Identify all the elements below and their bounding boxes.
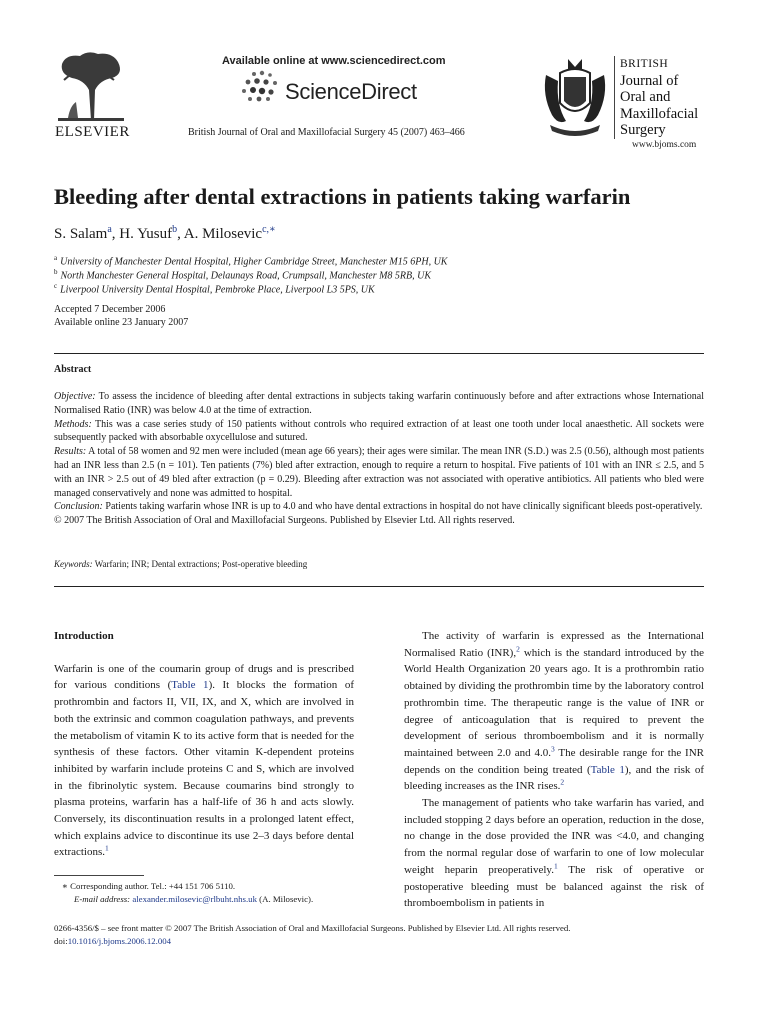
- reference-link[interactable]: 2: [516, 644, 520, 654]
- body-column-left: [54, 628, 354, 861]
- journal-website-link[interactable]: www.bjoms.com: [632, 140, 697, 150]
- corresponding-author-footnote: [54, 880, 364, 906]
- accepted-date: Accepted 7 December 2006: [54, 304, 166, 315]
- body-text: The activity of warfarin is expressed as the International Normalised Ratio (INR),: [404, 630, 704, 659]
- affiliation-mark: b: [54, 268, 58, 276]
- page-footer: [54, 922, 704, 948]
- article-title: Bleeding after dental extractions in patients taking warfarin: [54, 184, 631, 209]
- journal-line: Maxillofacial: [620, 105, 699, 122]
- abstract-text: Patients taking warfarin whose INR is up to 4.0 and who have dental extractions in hospital do not have clinically significant bleeds post-operatively.: [102, 501, 703, 513]
- author-name: H. Yusuf: [119, 226, 173, 242]
- author-separator: ,: [111, 226, 120, 242]
- body-text: ), and the risk of bleeding increases as the INR rises.: [404, 763, 704, 793]
- reference-link[interactable]: 3: [551, 744, 555, 754]
- author-affiliation-link[interactable]: b: [172, 224, 178, 235]
- email-label: E-mail address:: [74, 894, 131, 904]
- body-text: which is the standard introduced by the World Health Organization 20 years ago. It is a prothrombin ratio obtained by dividing the prothrombin time by the laboratory control prothrombin time. The therapeutic range is the value of INR or degree of anticoagulation that is required to prevent the development of serious thromboembolism and it is normally maintained between 2.0 and 4.0.: [404, 646, 704, 759]
- body-paragraph: [54, 661, 354, 861]
- journal-line: Journal of: [620, 72, 679, 89]
- body-paragraph: [404, 795, 704, 912]
- abstract-copyright: © 2007 The British Association of Oral and Maxillofacial Surgeons. Published by Elsevier Ltd. All rights reserved.: [54, 515, 515, 527]
- abstract-objective: [54, 390, 704, 418]
- affiliation-text: North Manchester General Hospital, Delaunays Road, Crumpsall, Manchester M8 5RB, UK: [60, 270, 432, 282]
- abstract-results: [54, 445, 704, 500]
- keywords-label: Keywords:: [54, 559, 93, 569]
- available-online-text: Available online at www.sciencedirect.com: [222, 55, 446, 67]
- divider: [54, 586, 704, 587]
- footnote-line: [54, 880, 364, 893]
- abstract-label: Conclusion:: [54, 501, 103, 513]
- journal-title-block: [614, 56, 698, 139]
- abstract-label: Methods:: [54, 418, 92, 430]
- body-text: ). It blocks the formation of prothrombin and factors II, VII, IX, and X, which are involved in both the extrinsic and common coagulation pathways, and prevents the metabolism of vitamin K to its active form that is needed for the synthesis of these factors. Other vitamin K-dependent proteins inhibited by warfarin include proteins C and S, which are involved in the fibrinolytic system. Because coumarins bind strongly to plasma proteins, warfarin has a half-life of 36 h and acts slowly. Conversely, its discontinuation results in a prolonged latent effect, which explains advice to discontinue its use 2–3 days before dental extractions.: [54, 679, 354, 859]
- journal-citation: British Journal of Oral and Maxillofacial Surgery 45 (2007) 463–466: [188, 127, 465, 138]
- footnote-line: [54, 893, 364, 906]
- email-owner: (A. Milosevic).: [256, 894, 314, 904]
- affiliation: [54, 282, 375, 295]
- affiliation: [54, 254, 447, 267]
- journal-line: BRITISH: [620, 58, 669, 70]
- body-text: The risk of operative or postoperative bleeding must be balanced against the risk of thromboembolism in patients in: [404, 863, 705, 910]
- table-1-link[interactable]: Table 1: [171, 679, 209, 692]
- table-1-link[interactable]: Table 1: [590, 763, 625, 776]
- footnote-text: Corresponding author. Tel.: +44 151 706 5110.: [67, 881, 236, 891]
- journal-crest-icon: [540, 55, 610, 137]
- reference-link[interactable]: 1: [553, 861, 558, 871]
- body-text: Warfarin is one of the coumarin group of drugs and is prescribed for various conditions (: [54, 662, 354, 692]
- abstract-text: This was a case series study of 150 patients without controls who required extraction of at least one tooth under local anaesthetic. All sockets were subsequently packed with absorbable oxycellulose and sutured.: [54, 418, 704, 444]
- abstract-label: Objective:: [54, 391, 96, 402]
- reference-link[interactable]: 1: [105, 843, 109, 853]
- journal-line: Oral and: [620, 89, 671, 105]
- keywords-list: Warfarin; INR; Dental extractions; Post-operative bleeding: [92, 559, 308, 569]
- author-name: A. Milosevic: [183, 226, 263, 242]
- affiliation-text: Liverpool University Dental Hospital, Pembroke Place, Liverpool L3 5PS, UK: [60, 284, 375, 296]
- abstract-label: Results:: [54, 446, 87, 458]
- doi-line: [54, 935, 704, 948]
- abstract-text: A total of 58 women and 92 men were included (mean age 66 years); their ages were similar. The mean INR (S.D.) was 2.5 (0.56), although most patients had an INR less than 2.5 (n = 101). Ten patients (7%) bled after extraction, enough to require a return to hospital. Five patients of 101 with an INR ≤ 2.5, and 5 with an INR > 2.5 out of 49 bled after extraction (p = 0.29). Bleeding after extraction was not associated with operative antibiotics. All patients who bled were managed conservatively and none was admitted to hospital.: [54, 446, 704, 499]
- author-separator: ,: [177, 226, 184, 242]
- sciencedirect-dots-icon: [240, 70, 284, 102]
- affiliation-text: University of Manchester Dental Hospital, Higher Cambridge Street, Manchester M15 6PH, UK: [60, 256, 448, 268]
- body-text: The management of patients who take warfarin has varied, and included stopping 2 days before an operation, reduction in the dose, no change in the dose provided the INR was <4.0, and changing from the normal regular dose of warfarin to one of low molecular weight heparin preoperatively.: [404, 797, 704, 876]
- section-heading-introduction: Introduction: [54, 630, 114, 642]
- abstract-methods: [54, 418, 704, 446]
- email-link[interactable]: alexander.milosevic@rlbuht.nhs.uk: [132, 894, 257, 904]
- footnote-divider: [54, 875, 144, 876]
- doi-label: doi:: [54, 936, 68, 946]
- body-paragraph: [404, 628, 704, 795]
- journal-line: Surgery: [620, 122, 666, 138]
- publisher-name: ELSEVIER: [55, 124, 130, 140]
- affiliation-mark: a: [54, 254, 58, 262]
- author-affiliation-link[interactable]: a: [107, 224, 112, 235]
- affiliation-mark: c: [54, 282, 58, 290]
- doi-link[interactable]: 10.1016/j.bjoms.2006.12.004: [67, 936, 172, 946]
- available-online-date: Available online 23 January 2007: [54, 317, 189, 328]
- abstract-text: To assess the incidence of bleeding after dental extractions in subjects taking warfarin continuously before and after extractions whose International Normalised Ratio (INR) was below 4.0 at the time of extraction.: [54, 391, 704, 416]
- keywords: [54, 559, 307, 569]
- abstract-heading: Abstract: [54, 364, 92, 375]
- footnote-mark: ∗: [62, 881, 68, 891]
- affiliation: [54, 268, 431, 281]
- abstract-body: [54, 390, 704, 528]
- abstract-conclusion: [54, 500, 704, 514]
- author-name: S. Salam: [54, 226, 108, 242]
- body-column-right: [404, 628, 704, 912]
- issn-line: 0266-4356/$ – see front matter © 2007 The British Association of Oral and Maxillofacial Surgeons. Published by Elsevier Ltd. All rights reserved.: [54, 923, 571, 933]
- sciencedirect-wordmark: ScienceDirect: [285, 79, 417, 104]
- author-list: [54, 224, 276, 243]
- author-affiliation-link[interactable]: c,∗: [262, 224, 276, 235]
- divider: [54, 353, 704, 354]
- reference-link[interactable]: 2: [560, 777, 565, 787]
- body-text: The desirable range for the INR depends on the condition being treated (: [404, 746, 704, 776]
